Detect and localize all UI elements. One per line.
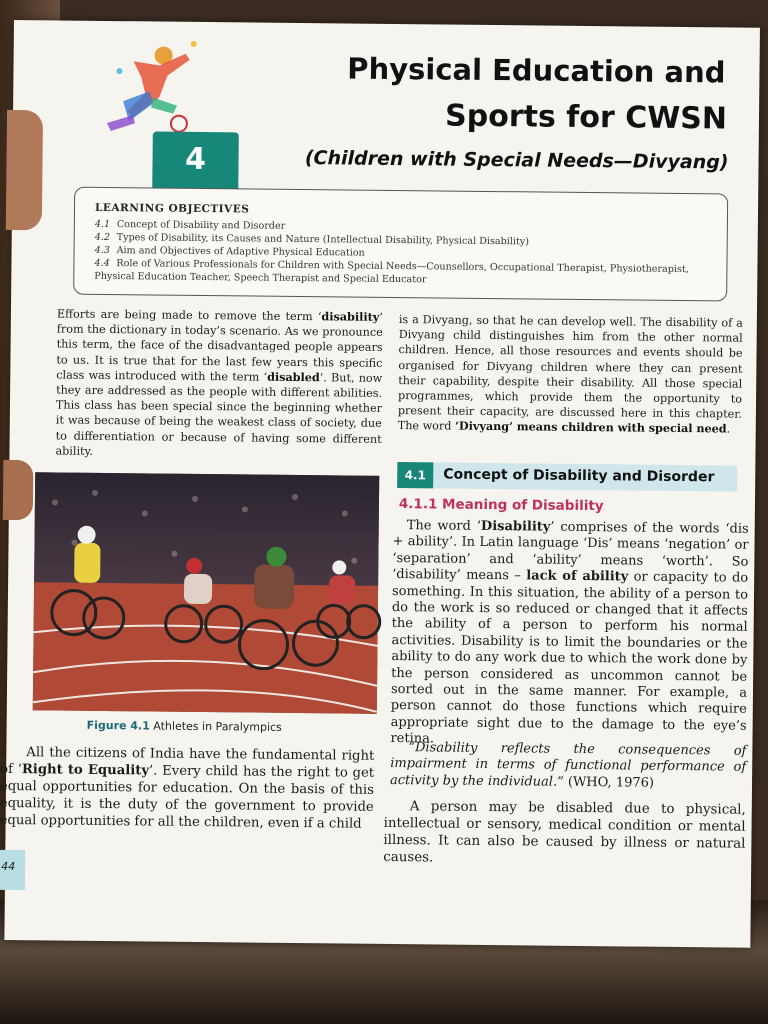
chapter-title-line1: Physical Education and	[347, 51, 726, 90]
learning-objectives-box	[73, 187, 728, 302]
objective-item: 4.3 Aim and Objectives of Adaptive Physical Education	[94, 244, 365, 259]
textbook-page	[0, 20, 760, 948]
page-number: 44	[1, 859, 16, 874]
subsection-heading: 4.1.1 Meaning of Disability	[398, 496, 604, 515]
objective-item: 4.2 Types of Disability, its Causes and Nature (Intellectual Disability, Physical Disability)	[94, 231, 530, 248]
paralympics-photo	[33, 472, 379, 714]
figure-caption: Figure 4.1 Athletes in Paralympics	[86, 718, 282, 734]
meaning-paragraph: The word ‘Disability’ comprises of the words ‘dis + ability’. In Latin language ‘Dis’ means ‘negation’ or ‘separation’ and ‘ability’ means ‘worth’. So ‘disability’ means – lack of ability or capacity to do something. In this situation, the ability of a person to do the work is so reduced or changed that it affects the ability of a person to perform his normal activities. Disability is to limit the boundaries or the ability to do any work due to which the work done by the person considered as uncommon cannot be sorted out in the same manner. For example, a person cannot do those functions which require appropriate sight due to the damage to the eye’s retina.	[390, 518, 749, 747]
finger	[3, 460, 34, 520]
objective-item: 4.1 Concept of Disability and Disorder	[94, 218, 286, 232]
intro-paragraph-left: Efforts are being made to remove the term ‘disability’ from the dictionary in today’s scenario. As we pronounce this term, the face of the disadvantaged people appears to us. It is true that for the last few years this specific class was introduced with the term ‘disabled’. But, now they are addressed as the people with different abilities. This class has been special since the beginning whether it was because of being the weakest class of society, due to differentiation or because of having some different ability.	[55, 307, 383, 458]
section-title: Concept of Disability and Disorder	[443, 466, 715, 486]
who-quote: “Disability reflects the consequences of impairment in terms of functional performance of activity by the individual.” (WHO, 1976)	[389, 740, 747, 791]
objectives-heading: LEARNING OBJECTIVES	[94, 201, 250, 216]
section-heading	[397, 462, 737, 492]
intro-paragraph-right: is a Divyang, so that he can develop well. The disability of a Divyang child distinguishes him from the other normal children. Hence, all those resources and events should be organised for Divyang children where they can present their capability, despite their disability. All those special programmes, which provide them the opportunity to present their capacity, are discussed here in this chapter. The word ‘Divyang’ means children with special need.	[397, 313, 743, 436]
chapter-title-line2: Sports for CWSN	[444, 98, 728, 137]
section-number: 4.1	[397, 462, 433, 488]
causes-paragraph: A person may be disabled due to physical, intellectual or sensory, medical condition or mental illness. It can also be caused by illness or natural causes.	[383, 799, 746, 866]
chapter-subtitle: (Children with Special Needs—Divyang)	[304, 147, 729, 174]
equality-paragraph: All the citizens of India have the fundamental right of ‘Right to Equality’. Every child has the right to get equal opportunities for education. On the basis of this equality, it is the duty of the government to provide equal opportunities for all the children, even if a child	[0, 745, 375, 832]
chapter-number: 4	[152, 131, 239, 192]
sports-splash-icon	[93, 31, 214, 142]
objective-item: 4.4 Role of Various Professionals for Children with Special Needs—Counsellors, Occupational Therapist, Physiotherapist, Physical Education Teacher, Speech Therapist and Special Educator	[94, 257, 689, 286]
thumb	[6, 110, 43, 230]
